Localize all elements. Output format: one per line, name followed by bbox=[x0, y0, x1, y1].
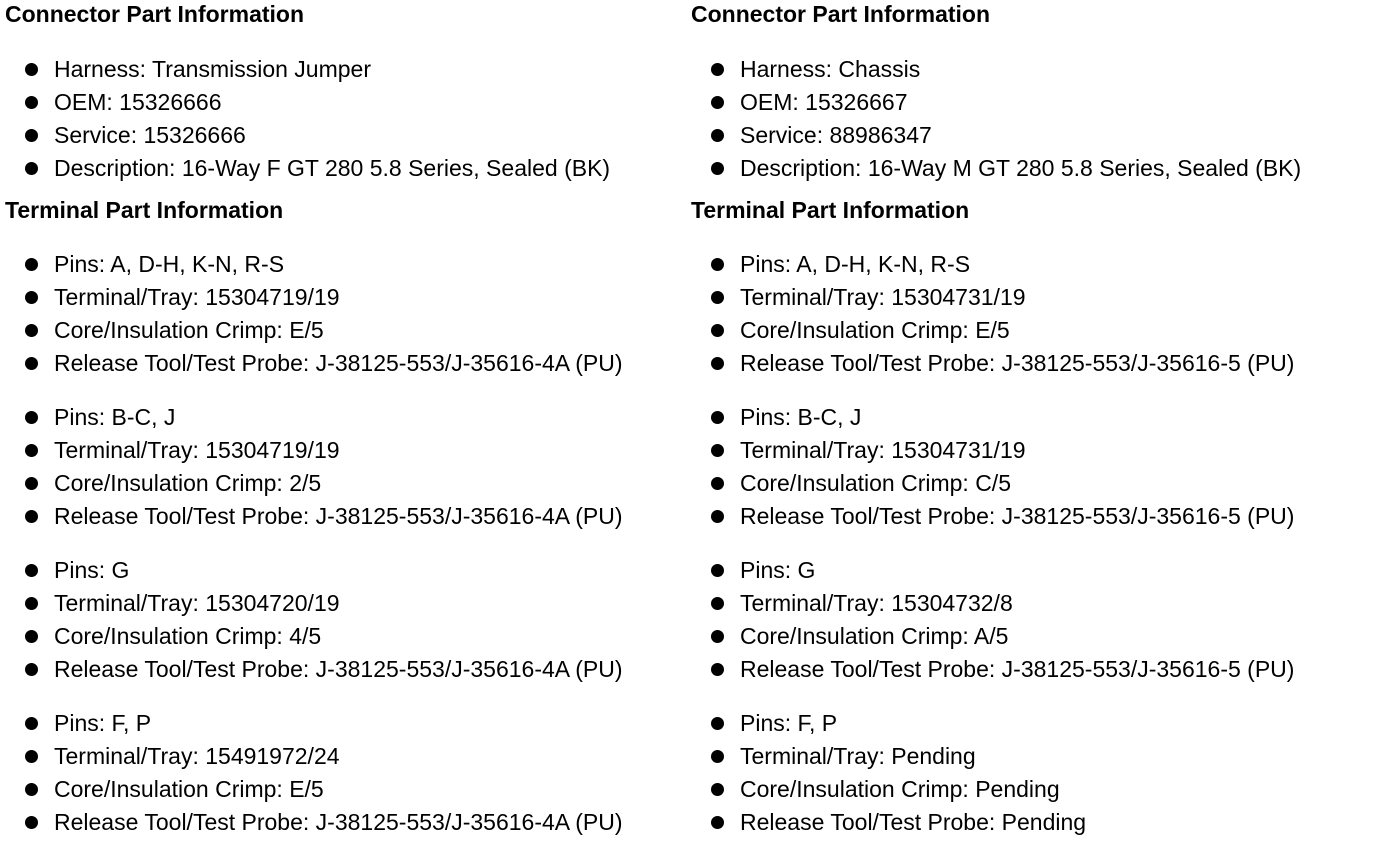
pins-text: Pins: B-C, J bbox=[740, 404, 862, 430]
crimp-text: Core/Insulation Crimp: 4/5 bbox=[54, 623, 322, 649]
list-item bbox=[5, 587, 623, 620]
terminal-tray-text: Terminal/Tray: 15304720/19 bbox=[54, 590, 340, 616]
release-tool-text: Release Tool/Test Probe: J-38125-553/J-35616-4A (PU) bbox=[54, 656, 623, 682]
bullet-icon bbox=[25, 510, 38, 523]
bullet-icon bbox=[25, 816, 38, 829]
list-item bbox=[5, 434, 623, 467]
terminal-group-list bbox=[5, 554, 623, 686]
bullet-icon bbox=[711, 750, 724, 763]
terminal-group-list bbox=[5, 248, 623, 380]
list-item bbox=[5, 314, 623, 347]
bullet-icon bbox=[25, 444, 38, 457]
bullet-icon bbox=[711, 444, 724, 457]
crimp-text: Core/Insulation Crimp: E/5 bbox=[54, 776, 324, 802]
list-item bbox=[691, 500, 1294, 533]
bullet-icon bbox=[711, 96, 724, 109]
release-tool-text: Release Tool/Test Probe: J-38125-553/J-35616-4A (PU) bbox=[54, 350, 623, 376]
list-item bbox=[691, 806, 1086, 839]
pins-text: Pins: A, D-H, K-N, R-S bbox=[740, 251, 971, 277]
oem-text: OEM: 15326667 bbox=[740, 89, 908, 115]
bullet-icon bbox=[25, 717, 38, 730]
bullet-icon bbox=[711, 783, 724, 796]
list-item bbox=[691, 587, 1294, 620]
description-text: Description: 16-Way M GT 280 5.8 Series, Sealed (BK) bbox=[740, 155, 1302, 181]
harness-text: Harness: Chassis bbox=[740, 56, 921, 82]
bullet-icon bbox=[711, 630, 724, 643]
harness-text: Harness: Transmission Jumper bbox=[54, 56, 371, 82]
bullet-icon bbox=[25, 96, 38, 109]
list-item bbox=[5, 740, 623, 773]
bullet-icon bbox=[25, 411, 38, 424]
terminal-tray-text: Terminal/Tray: 15304719/19 bbox=[54, 437, 340, 463]
pins-text: Pins: G bbox=[740, 557, 816, 583]
terminal-tray-text: Terminal/Tray: 15304731/19 bbox=[740, 437, 1026, 463]
bullet-icon bbox=[711, 510, 724, 523]
terminal-tray-text: Terminal/Tray: 15304719/19 bbox=[54, 284, 340, 310]
list-item bbox=[691, 152, 1301, 185]
list-item bbox=[691, 740, 1086, 773]
terminal-group-list bbox=[691, 707, 1086, 839]
list-item bbox=[691, 707, 1086, 740]
terminal-part-heading: Terminal Part Information bbox=[691, 197, 970, 223]
list-item bbox=[691, 773, 1086, 806]
bullet-icon bbox=[25, 291, 38, 304]
connector-part-heading: Connector Part Information bbox=[691, 1, 991, 27]
crimp-text: Core/Insulation Crimp: 2/5 bbox=[54, 470, 322, 496]
list-item bbox=[691, 281, 1294, 314]
list-item bbox=[5, 467, 623, 500]
bullet-icon bbox=[711, 477, 724, 490]
oem-text: OEM: 15326666 bbox=[54, 89, 222, 115]
list-item bbox=[691, 314, 1294, 347]
list-item bbox=[691, 53, 1301, 86]
terminal-tray-text: Terminal/Tray: 15304732/8 bbox=[740, 590, 1013, 616]
connector-part-heading: Connector Part Information bbox=[5, 1, 305, 27]
release-tool-text: Release Tool/Test Probe: J-38125-553/J-35616-5 (PU) bbox=[740, 656, 1295, 682]
terminal-tray-text: Terminal/Tray: 15491972/24 bbox=[54, 743, 340, 769]
bullet-icon bbox=[25, 663, 38, 676]
release-tool-text: Release Tool/Test Probe: J-38125-553/J-35616-4A (PU) bbox=[54, 503, 623, 529]
release-tool-text: Release Tool/Test Probe: J-38125-553/J-35616-5 (PU) bbox=[740, 503, 1295, 529]
list-item bbox=[5, 500, 623, 533]
bullet-icon bbox=[25, 324, 38, 337]
list-item bbox=[5, 86, 610, 119]
list-item bbox=[5, 401, 623, 434]
list-item bbox=[5, 773, 623, 806]
list-item bbox=[691, 467, 1294, 500]
description-text: Description: 16-Way F GT 280 5.8 Series, Sealed (BK) bbox=[54, 155, 611, 181]
service-text: Service: 15326666 bbox=[54, 122, 246, 148]
terminal-group-list bbox=[691, 554, 1294, 686]
list-item bbox=[691, 434, 1294, 467]
bullet-icon bbox=[25, 477, 38, 490]
list-item bbox=[5, 281, 623, 314]
bullet-icon bbox=[711, 291, 724, 304]
connector-part-list bbox=[5, 53, 610, 185]
list-item bbox=[691, 86, 1301, 119]
bullet-icon bbox=[25, 564, 38, 577]
list-item bbox=[691, 653, 1294, 686]
bullet-icon bbox=[711, 717, 724, 730]
release-tool-text: Release Tool/Test Probe: Pending bbox=[740, 809, 1087, 835]
bullet-icon bbox=[711, 411, 724, 424]
list-item bbox=[691, 248, 1294, 281]
crimp-text: Core/Insulation Crimp: C/5 bbox=[740, 470, 1011, 496]
list-item bbox=[691, 347, 1294, 380]
crimp-text: Core/Insulation Crimp: E/5 bbox=[54, 317, 324, 343]
crimp-text: Core/Insulation Crimp: A/5 bbox=[740, 623, 1009, 649]
bullet-icon bbox=[711, 258, 724, 271]
bullet-icon bbox=[711, 129, 724, 142]
terminal-group-list bbox=[691, 401, 1294, 533]
bullet-icon bbox=[25, 750, 38, 763]
bullet-icon bbox=[711, 324, 724, 337]
bullet-icon bbox=[711, 357, 724, 370]
bullet-icon bbox=[25, 597, 38, 610]
bullet-icon bbox=[711, 63, 724, 76]
pins-text: Pins: A, D-H, K-N, R-S bbox=[54, 251, 285, 277]
release-tool-text: Release Tool/Test Probe: J-38125-553/J-35616-5 (PU) bbox=[740, 350, 1295, 376]
list-item bbox=[691, 620, 1294, 653]
list-item bbox=[5, 119, 610, 152]
crimp-text: Core/Insulation Crimp: E/5 bbox=[740, 317, 1010, 343]
list-item bbox=[5, 152, 610, 185]
bullet-icon bbox=[711, 663, 724, 676]
bullet-icon bbox=[711, 162, 724, 175]
list-item bbox=[5, 53, 610, 86]
list-item bbox=[5, 554, 623, 587]
list-item bbox=[5, 653, 623, 686]
pins-text: Pins: B-C, J bbox=[54, 404, 176, 430]
terminal-tray-text: Terminal/Tray: Pending bbox=[740, 743, 976, 769]
bullet-icon bbox=[25, 783, 38, 796]
release-tool-text: Release Tool/Test Probe: J-38125-553/J-35616-4A (PU) bbox=[54, 809, 623, 835]
bullet-icon bbox=[25, 129, 38, 142]
terminal-group-list bbox=[5, 707, 623, 839]
bullet-icon bbox=[25, 258, 38, 271]
pins-text: Pins: F, P bbox=[740, 710, 838, 736]
list-item bbox=[5, 806, 623, 839]
list-item bbox=[5, 248, 623, 281]
bullet-icon bbox=[25, 357, 38, 370]
list-item bbox=[691, 401, 1294, 434]
terminal-group-list bbox=[691, 248, 1294, 380]
terminal-group-list bbox=[5, 401, 623, 533]
bullet-icon bbox=[711, 564, 724, 577]
terminal-part-heading: Terminal Part Information bbox=[5, 197, 284, 223]
bullet-icon bbox=[25, 162, 38, 175]
pins-text: Pins: F, P bbox=[54, 710, 152, 736]
connector-part-list bbox=[691, 53, 1301, 185]
bullet-icon bbox=[711, 597, 724, 610]
bullet-icon bbox=[25, 630, 38, 643]
bullet-icon bbox=[711, 816, 724, 829]
list-item bbox=[5, 347, 623, 380]
pins-text: Pins: G bbox=[54, 557, 130, 583]
service-text: Service: 88986347 bbox=[740, 122, 932, 148]
list-item bbox=[691, 554, 1294, 587]
terminal-tray-text: Terminal/Tray: 15304731/19 bbox=[740, 284, 1026, 310]
bullet-icon bbox=[25, 63, 38, 76]
list-item bbox=[691, 119, 1301, 152]
list-item bbox=[5, 620, 623, 653]
crimp-text: Core/Insulation Crimp: Pending bbox=[740, 776, 1060, 802]
list-item bbox=[5, 707, 623, 740]
